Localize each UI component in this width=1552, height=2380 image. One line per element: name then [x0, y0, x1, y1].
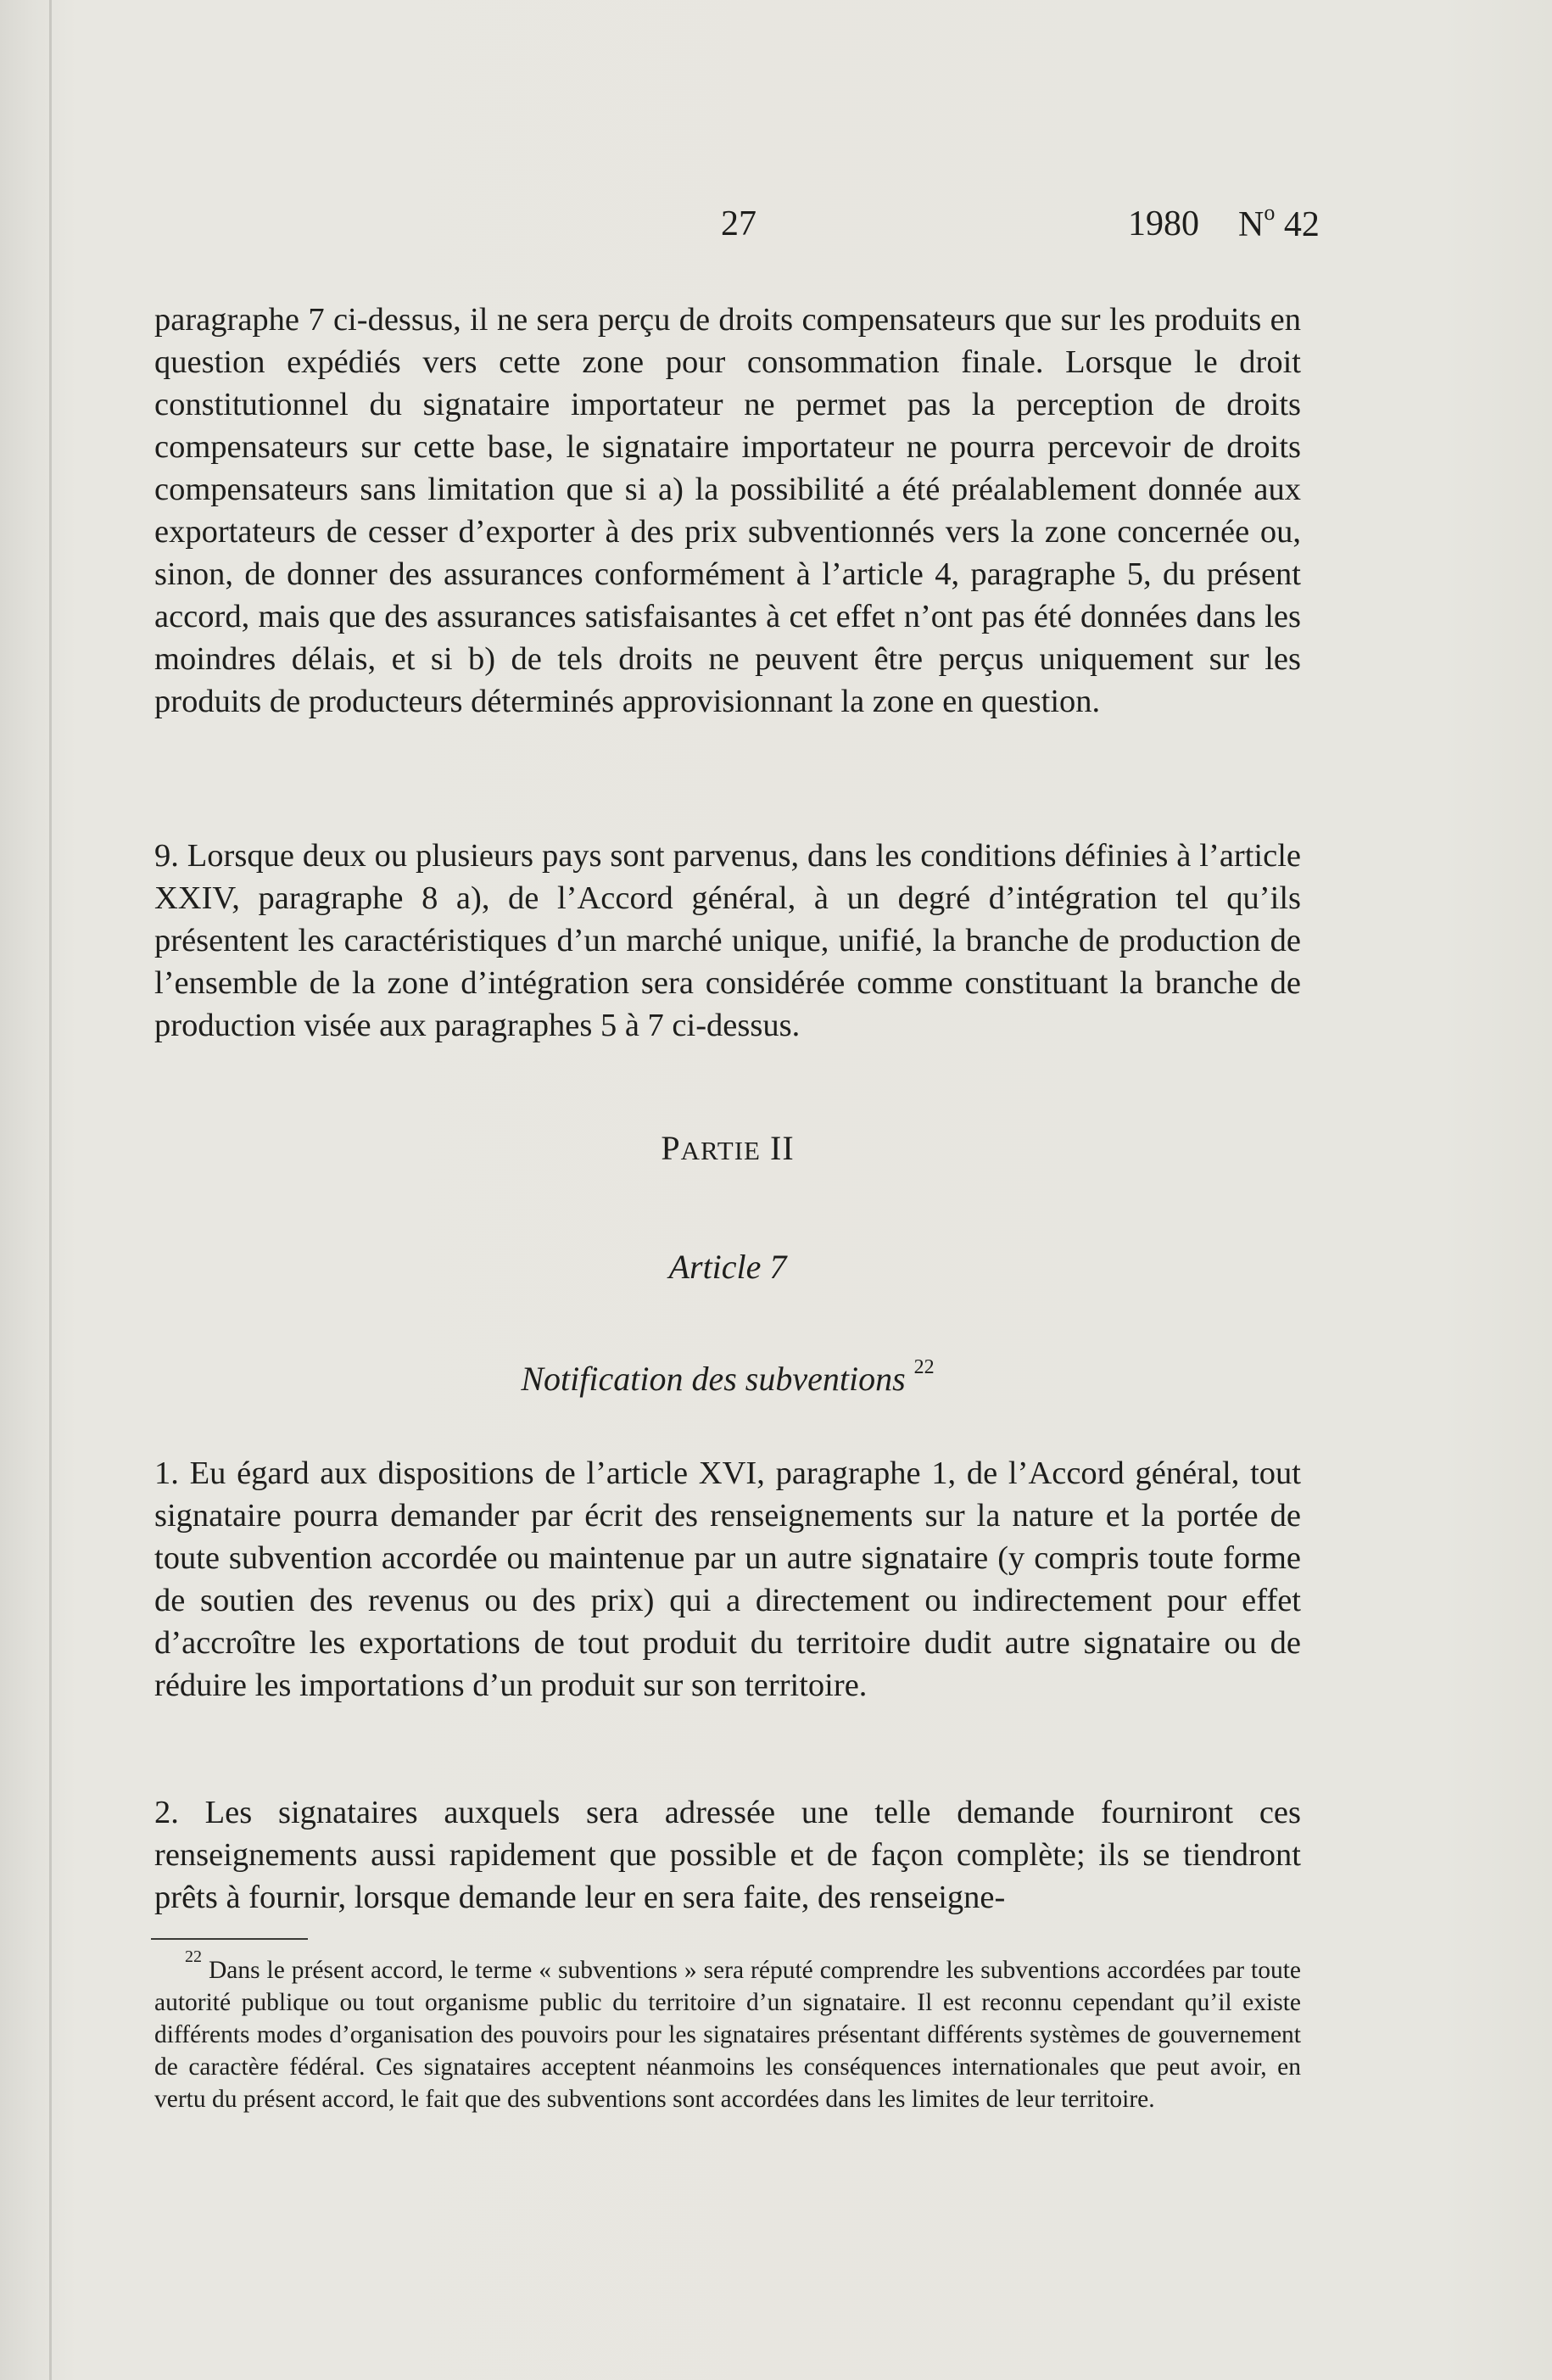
- footnote-number: 22: [185, 1947, 202, 1966]
- part-heading: [154, 1128, 1301, 1168]
- paragraph-1: [154, 1452, 1301, 1707]
- article-heading: Article 7: [668, 1248, 787, 1286]
- paragraph-continued-text: paragraphe 7 ci-dessus, il ne sera perçu de droits compensateurs que sur les produits en question expédiés vers cette zone pour consommation finale. Lorsque le droit constitutionnel du signataire importateur ne permet pas la perception de droits compensateurs sur cette base, le signataire importateur ne pourra percevoir de droits compensateurs sans limitation que si a) la possibilité a été préalablement donnée aux exportateurs de cesser d’exporter à des prix subventionnés vers la zone concernée ou, sinon, de donner des assurances conformément à l’article 4, paragraphe 5, du présent accord, mais que des assurances satisfaisantes à cet effet n’ont pas été données dans les moindres délais, et si b) de tels droits ne peuvent être perçus uniquement sur les produits de producteurs déterminés approvisionnant la zone en question.: [154, 302, 1301, 719]
- header-year: 1980: [1128, 204, 1199, 243]
- part-heading-initial: P: [661, 1129, 681, 1167]
- paragraph-continued: [154, 299, 1301, 723]
- part-number: II: [770, 1129, 795, 1167]
- paragraph-2: [154, 1791, 1301, 1919]
- footnote: [154, 1947, 1301, 2115]
- section-heading-text: Notification des subventions: [521, 1360, 906, 1398]
- page-number: 27: [721, 204, 756, 243]
- number-suffix: o: [1264, 200, 1276, 225]
- binding-gutter: [49, 0, 52, 2380]
- number-value: 42: [1283, 205, 1320, 244]
- running-header: [0, 200, 1552, 251]
- header-document-number: [1238, 200, 1320, 245]
- paragraph-9: [154, 835, 1301, 1047]
- paragraph-2-text: 2. Les signataires auxquels sera adressée une telle demande fourniront ces renseignements aussi rapidement que possible et de façon complète; ils se tiendront prêts à fournir, lorsque demande leur en sera faite, des renseigne-: [154, 1795, 1301, 1915]
- number-prefix: N: [1238, 205, 1264, 244]
- footnote-reference: 22: [913, 1355, 935, 1378]
- paragraph-1-text: 1. Eu égard aux dispositions de l’article XVI, paragraphe 1, de l’Accord général, tout signataire pourra demander par écrit des renseignements sur la nature et la portée de toute subvention accordée ou maintenue par un autre signataire (y compris toute forme de soutien des revenus ou des prix) qui a directement ou indirectement pour effet d’accroître les exportations de tout produit du territoire dudit autre signataire ou de réduire les importations d’un produit sur son territoire.: [154, 1455, 1301, 1703]
- footnote-separator: [151, 1938, 308, 1940]
- section-heading: [154, 1355, 1301, 1399]
- paragraph-9-text: 9. Lorsque deux ou plusieurs pays sont parvenus, dans les conditions définies à l’article XXIV, paragraphe 8 a), de l’Accord général, à un degré d’intégration tel qu’ils présentent les caractéristiques d’un marché unique, unifié, la branche de production de l’ensemble de la zone d’intégration sera considérée comme constituant la branche de production visée aux paragraphes 5 à 7 ci-dessus.: [154, 838, 1301, 1043]
- part-heading-smallcaps: ARTIE: [680, 1136, 761, 1165]
- footnote-text: Dans le présent accord, le terme « subventions » sera réputé comprendre les subventions accordées par toute autorité publique ou tout organisme public du territoire d’un signataire. Il est reconnu cependant qu’il existe différents modes d’organisation des pouvoirs pour les signataires présentant différents systèmes de gouvernement de caractère fédéral. Ces signataires acceptent néanmoins les conséquences internationales que peut avoir, en vertu du présent accord, le fait que des subventions sont accordées dans les limites de leur territoire.: [154, 1956, 1302, 2113]
